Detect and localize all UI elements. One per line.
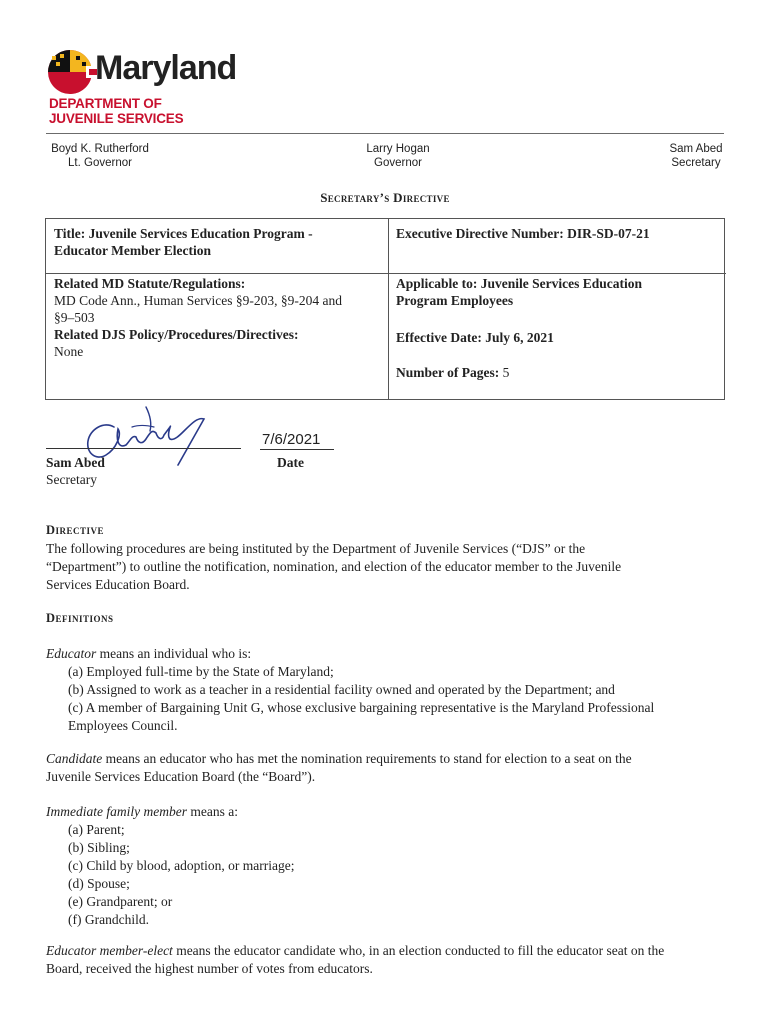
signer-name: Sam Abed bbox=[46, 455, 105, 470]
signature-date: 7/6/2021 bbox=[262, 431, 321, 448]
logo-wordmark: Maryland bbox=[95, 49, 237, 87]
directive-text: “Department”) to outline the notification, nomination, and election of the educator member to the Juvenile bbox=[46, 559, 622, 574]
defined-term: Educator bbox=[46, 646, 97, 661]
table-divider bbox=[46, 273, 388, 274]
list-item: (c) Child by blood, adoption, or marriage; bbox=[68, 858, 295, 873]
officer-title: Governor bbox=[374, 157, 422, 169]
definitions-heading: Definitions bbox=[46, 611, 114, 625]
effective-date-cell bbox=[396, 329, 554, 346]
exec-number: Executive Directive Number: DIR-SD-07-21 bbox=[396, 226, 650, 241]
officer-name: Boyd K. Rutherford bbox=[51, 143, 149, 155]
title-label: Title: Juvenile Services Education Program - bbox=[54, 226, 313, 241]
officer-lt-governor bbox=[44, 142, 156, 170]
member-elect-definition bbox=[46, 942, 736, 978]
header-divider bbox=[46, 133, 724, 134]
defined-term: Immediate family member bbox=[46, 804, 187, 819]
definition-text: Juvenile Services Education Board (the “Board”). bbox=[46, 769, 316, 784]
list-item: (a) Parent; bbox=[68, 822, 125, 837]
definition-text: Board, received the highest number of votes from educators. bbox=[46, 961, 373, 976]
policy-value: None bbox=[54, 344, 84, 359]
definition-text: means a: bbox=[186, 804, 238, 819]
list-item: (b) Assigned to work as a teacher in a residential facility owned and operated by the Department; and bbox=[68, 682, 615, 697]
directive-text: The following procedures are being instituted by the Department of Juvenile Services (“DJS” or the bbox=[46, 541, 586, 556]
applicable-label-cont: Program Employees bbox=[396, 293, 514, 308]
educator-definition bbox=[46, 645, 736, 735]
pages-label: Number of Pages: bbox=[396, 365, 500, 380]
maryland-djs-logo bbox=[46, 48, 246, 128]
candidate-definition bbox=[46, 750, 736, 786]
signature-line bbox=[46, 448, 241, 449]
officer-name: Sam Abed bbox=[669, 143, 723, 155]
defined-term: Candidate bbox=[46, 751, 103, 766]
effective-date: Effective Date: July 6, 2021 bbox=[396, 330, 554, 345]
definition-text: means the educator candidate who, in an election conducted to fill the educator seat on the bbox=[172, 943, 665, 958]
department-name-line2: JUVENILE SERVICES bbox=[49, 111, 184, 126]
statute-value: MD Code Ann., Human Services §9-203, §9-204 and bbox=[54, 293, 342, 308]
family-definition bbox=[46, 803, 736, 929]
applicable-cell bbox=[396, 275, 642, 309]
list-item: (e) Grandparent; or bbox=[68, 894, 173, 909]
maryland-flag-icon bbox=[46, 48, 100, 96]
signer-title: Secretary bbox=[46, 472, 97, 487]
directive-body bbox=[46, 540, 736, 594]
applicable-label: Applicable to: Juvenile Services Education bbox=[396, 276, 642, 291]
statute-label: Related MD Statute/Regulations: bbox=[54, 276, 246, 291]
date-line bbox=[260, 449, 334, 450]
pages-cell bbox=[396, 364, 509, 381]
officer-title: Lt. Governor bbox=[68, 157, 132, 169]
directive-heading: Directive bbox=[46, 523, 105, 537]
list-item: (b) Sibling; bbox=[68, 840, 130, 855]
list-item-cont: Employees Council. bbox=[68, 718, 178, 733]
officer-secretary bbox=[655, 142, 737, 170]
officer-title: Secretary bbox=[671, 157, 721, 169]
title-cell bbox=[54, 225, 313, 259]
directive-info-table bbox=[45, 218, 725, 400]
pages-value: 5 bbox=[502, 365, 510, 380]
policy-label: Related DJS Policy/Procedures/Directives: bbox=[54, 327, 299, 342]
officer-governor bbox=[355, 142, 441, 170]
list-item: (c) A member of Bargaining Unit G, whose exclusive bargaining representative is the Maryland Professional bbox=[68, 700, 655, 715]
list-item: (a) Employed full-time by the State of Maryland; bbox=[68, 664, 334, 679]
title-label-cont: Educator Member Election bbox=[54, 243, 211, 258]
department-name-line1: DEPARTMENT OF bbox=[49, 96, 162, 111]
officer-name: Larry Hogan bbox=[366, 143, 430, 155]
definition-text: means an individual who is: bbox=[96, 646, 252, 661]
table-divider bbox=[388, 219, 389, 399]
list-item: (d) Spouse; bbox=[68, 876, 130, 891]
page-title: Secretary’s Directive bbox=[320, 190, 450, 205]
statute-value-cont: §9–503 bbox=[54, 310, 95, 325]
directive-text: Services Education Board. bbox=[46, 577, 190, 592]
defined-term: Educator member-elect bbox=[46, 943, 173, 958]
table-divider bbox=[388, 273, 726, 274]
exec-number-cell bbox=[396, 225, 650, 242]
date-label: Date bbox=[277, 455, 304, 470]
definition-text: means an educator who has met the nomination requirements to stand for election to a seat on the bbox=[102, 751, 632, 766]
list-item: (f) Grandchild. bbox=[68, 912, 149, 927]
statute-cell bbox=[54, 275, 342, 360]
